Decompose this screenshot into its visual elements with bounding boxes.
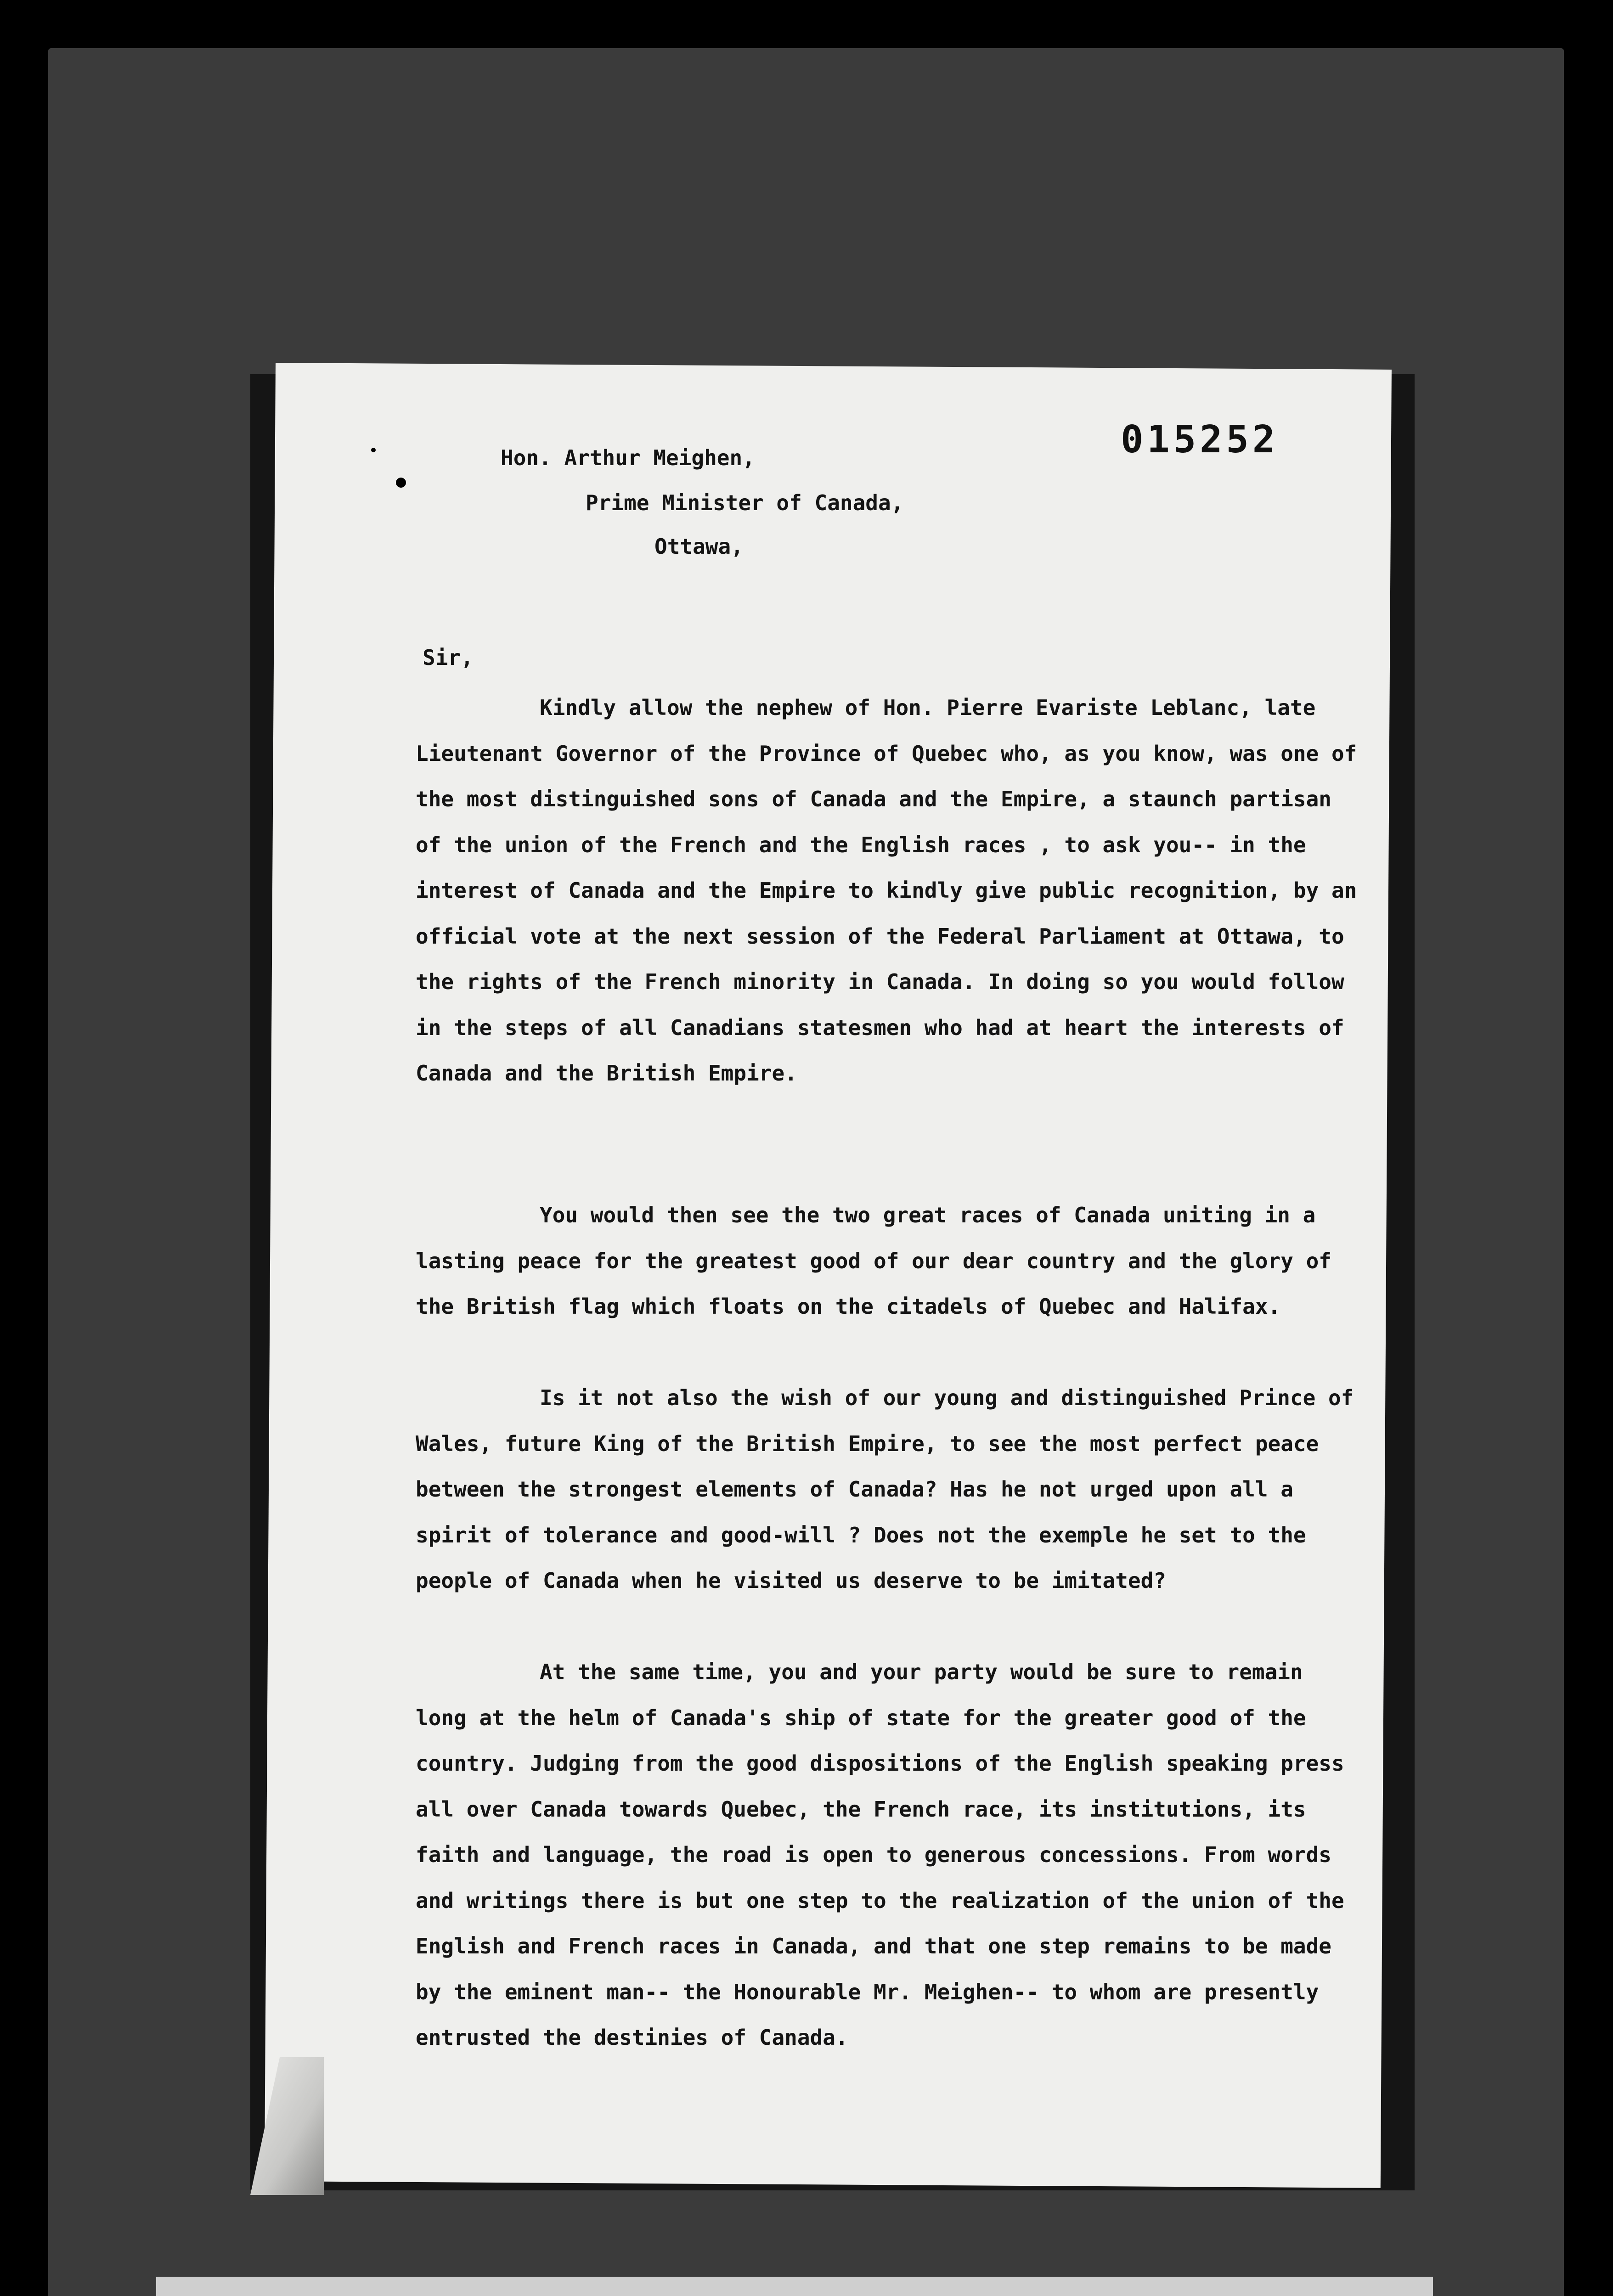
paragraph-1: Kindly allow the nephew of Hon. Pierre Evariste Leblanc, late Lieutenant Governor of the Province of Quebec who, as you know, was one of the most distinguished sons of Canada and the Empire, a staunch partisan of the union of the French and the English races , to ask you-- in the interest of Canada and the Empire to kindly give public recognition, by an official vote at the next session of the Federal Parliament at Ottawa, to the rights of the French minority in Canada. In doing so you would follow in the steps of all Canadians statesmen who had at heart the interests of Canada and the British Empire.: [416, 695, 1357, 1086]
label-strip: [156, 2277, 1433, 2296]
paragraph-3: Is it not also the wish of our young and distinguished Prince of Wales, future King of the British Empire, to see the most perfect peace between the strongest elements of Canada? Has he not urged upon all a spirit of tolerance and good-will ? Does not the exemple he set to the people of Canada when he visited us deserve to be imitated?: [416, 1385, 1354, 1593]
recipient-city: Ottawa,: [654, 534, 744, 559]
document-number: 015252: [1121, 418, 1279, 461]
salutation: Sir,: [423, 645, 474, 670]
recipient-name: Hon. Arthur Meighen,: [501, 445, 755, 470]
ink-speck: [396, 478, 406, 488]
paragraph-4: At the same time, you and your party would be sure to remain long at the helm of Canada's ship of state for the greater good of the country. Judging from the good dispositions of the English speaking press all over Canada towards Quebec, the French race, its institutions, its faith and language, the road is open to generous concessions. From words and writings there is but one step to the realization of the union of the English and French races in Canada, and that one step remains to be made by the eminent man-- the Honourable Mr. Meighen-- to whom are presently entrusted the destinies of Canada.: [416, 1660, 1344, 2050]
paragraph-2: You would then see the two great races of Canada uniting in a lasting peace for the greatest good of our dear country and the glory of the British flag which floats on the citadels of Quebec and Halifax.: [416, 1203, 1331, 1319]
recipient-title: Prime Minister of Canada,: [586, 490, 904, 515]
ink-speck: [371, 448, 376, 452]
